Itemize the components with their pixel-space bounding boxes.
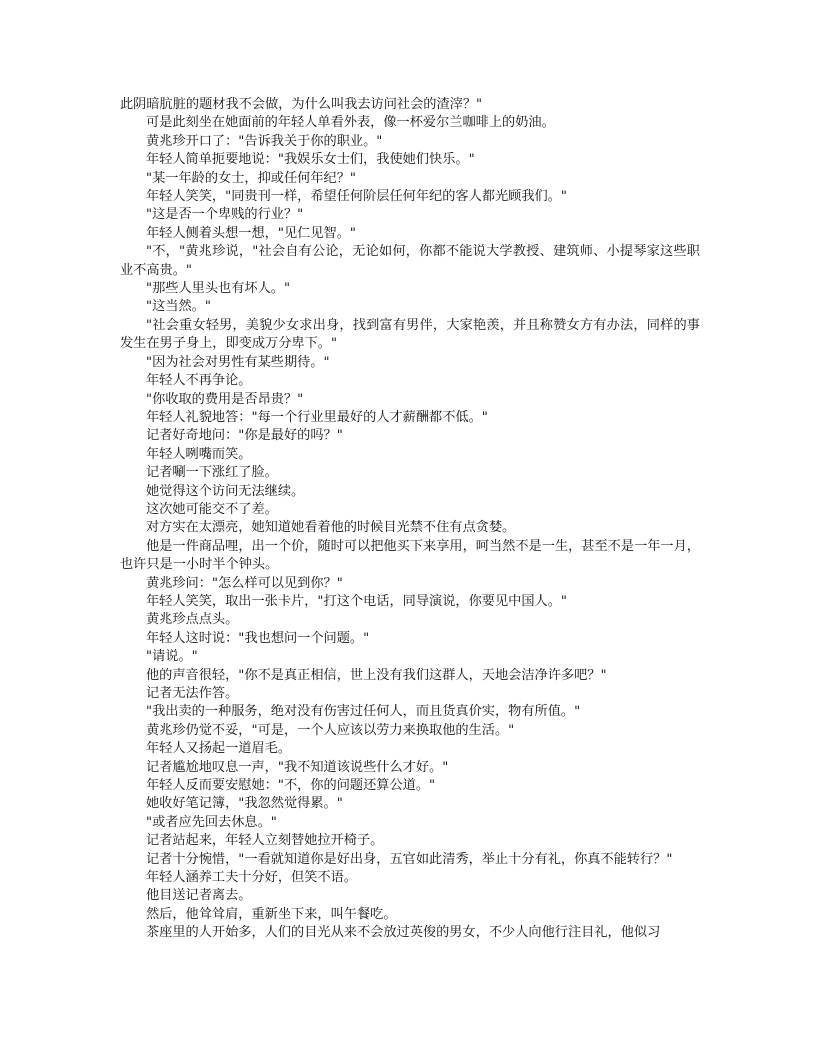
paragraph: "或者应先回去休息。" [146,814,277,830]
paragraph: "你收取的费用是否昂贵？" [146,391,304,407]
paragraph: "那些人里头也有坏人。" [146,281,291,297]
paragraph: 年轻人涵养工夫十分好，但笑不语。 [146,870,357,886]
paragraph: 记者十分惋惜，"一看就知道你是好出身，五官如此清秀，举止十分有礼，你真不能转行？" [146,851,673,867]
paragraph: 对方实在太漂亮，她知道她看着他的时候目光禁不住有点贪婪。 [146,520,516,536]
paragraph: 然后，他耸耸肩，重新坐下来，叫午餐吃。 [146,906,397,922]
paragraph: 可是此刻坐在她面前的年轻人单看外表，像一杯爱尔兰咖啡上的奶油。 [146,115,555,131]
paragraph: 这次她可能交不了差。 [146,501,278,517]
paragraph: 她收好笔记簿，"我忽然觉得累。" [146,796,343,812]
paragraph: "这是否一个卑贱的行业？" [146,207,304,223]
paragraph: 年轻人不再争论。 [146,373,252,389]
paragraph: 年轻人又扬起一道眉毛。 [146,741,292,757]
paragraph: 茶座里的人开始多，人们的目光从来不会放过英俊的男女，不少人向他行注目礼，他似习 [146,925,661,941]
paragraph: 此阴暗肮脏的题材我不会做，为什么叫我去访问社会的渣滓？" [120,97,483,112]
paragraph: 年轻人咧嘴而笑。 [146,446,252,462]
paragraph: "不，"黄兆珍说，"社会自有公论，无论如何，你都不能说大学教授、建筑师、小提琴家这些职业不高贵。" [120,244,700,278]
paragraph: 记者无法作答。 [146,686,239,701]
paragraph: 年轻人简单扼要地说："我娱乐女士们，我使她们快乐。" [146,152,475,168]
paragraph: 他的声音很轻，"你不是真正相信，世上没有我们这群人，天地会洁净许多吧？" [146,667,607,683]
body-text [120,96,700,943]
paragraph: "社会重女轻男，美貌少女求出身，找到富有男伴，大家艳羡，并且称赞女方有办法，同样的事发生在男子身上，即变成万分卑下。" [120,317,700,352]
paragraph: 年轻人反而要安慰她："不，你的问题还算公道。" [146,778,436,794]
paragraph: 黄兆珍点点头。 [146,612,239,628]
paragraph: 年轻人笑笑，取出一张卡片，"打这个电话，同导演说，你要见中国人。" [146,593,567,609]
paragraph: "这当然。" [146,299,211,315]
paragraph: "某一年龄的女士，抑或任何年纪？" [146,170,356,186]
paragraph: 年轻人这时说："我也想问一个问题。" [146,630,370,646]
paragraph: 记者尴尬地叹息一声，"我不知道该说些什么才好。" [146,759,449,775]
paragraph: 年轻人侧着头想一想，"见仁见智。" [146,225,356,241]
paragraph: 记者唰一下涨红了脸。 [146,465,278,481]
paragraph: "我出卖的一种服务，绝对没有伤害过任何人，而且货真价实，物有所值。" [146,704,581,720]
paragraph: "因为社会对男性有某些期待。" [146,354,330,370]
paragraph: 他目送记者离去。 [146,888,252,904]
paragraph: 年轻人礼貌地答："每一个行业里最好的人才薪酬都不低。" [146,409,488,425]
paragraph: 她觉得这个访问无法继续。 [146,483,305,499]
paragraph: "请说。" [146,649,198,665]
paragraph: 黄兆珍仍觉不妥，"可是，一个人应该以劳力来换取他的生活。" [146,722,515,738]
paragraph: 黄兆珍开口了："告诉我关于你的职业。" [146,133,383,149]
paragraph: 他是一件商品哩，出一个价，随时可以把他买下来享用，呵当然不是一生，甚至不是一年一月，也许只是一小时半个钟头。 [120,538,700,573]
paragraph: 记者站起来，年轻人立刻替她拉开椅子。 [146,833,384,849]
paragraph: 年轻人笑笑，"同贵刊一样，希望任何阶层任何年纪的客人都光顾我们。" [146,189,567,205]
paragraph: 记者好奇地问："你是最好的吗？" [146,428,343,444]
paragraph: 黄兆珍问："怎么样可以见到你？" [146,575,343,591]
